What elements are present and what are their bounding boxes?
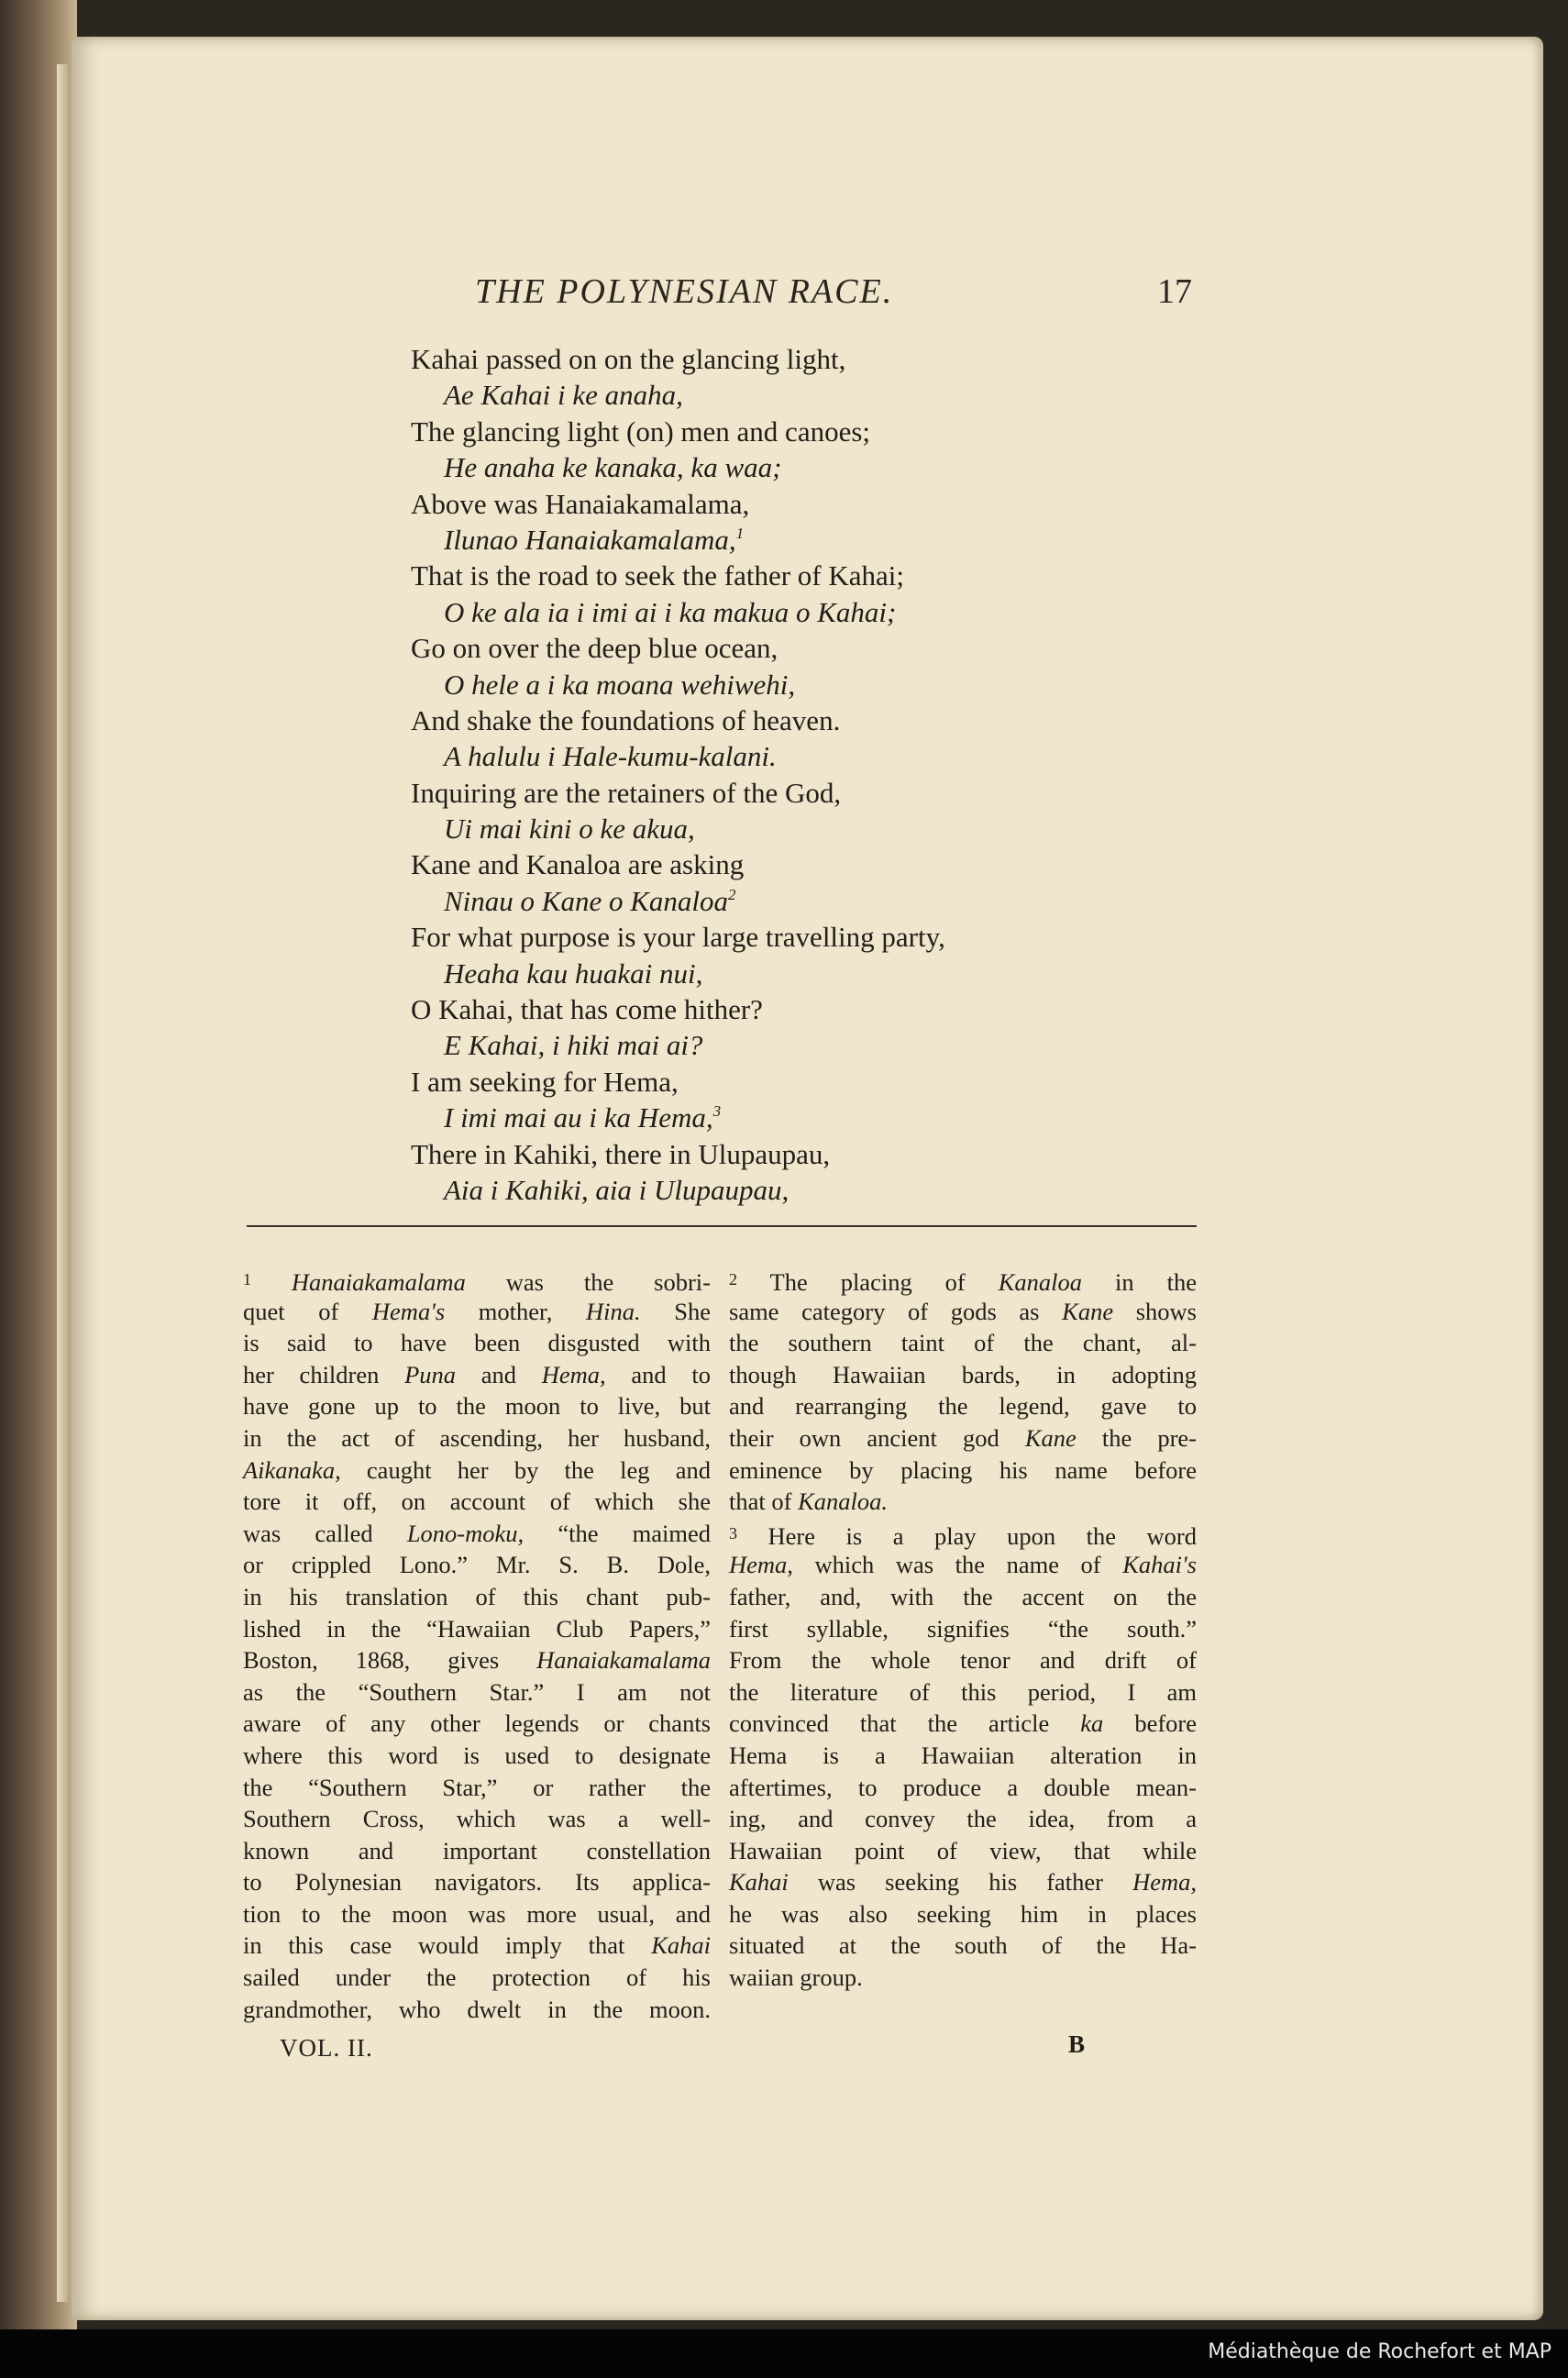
- text-run: aware of any other legends or chants: [243, 1709, 711, 1738]
- text-run: where this word is used to designate: [243, 1741, 711, 1769]
- footnote-line: [729, 1676, 1197, 1709]
- text-run: Kane and Kanaloa are asking: [411, 848, 745, 881]
- facing-page-edge: [57, 64, 68, 2302]
- text-run: Kanaloa.: [798, 1488, 888, 1516]
- text-run: the literature of this period, I am: [729, 1677, 1197, 1706]
- footnote-marker: 3: [729, 1523, 737, 1543]
- text-run: She: [640, 1297, 711, 1325]
- verse-line: [411, 702, 1236, 738]
- footnote-line: [243, 1390, 711, 1422]
- text-run: Kahai: [729, 1868, 789, 1897]
- text-run: Ae Kahai i ke anaha,: [444, 379, 683, 412]
- text-run: Hema's: [371, 1297, 446, 1325]
- text-run: Ilunao Hanaiakamalama,: [444, 523, 736, 556]
- text-run: known and important constellation: [243, 1836, 711, 1864]
- text-run: father, and, with the accent on the: [729, 1582, 1197, 1610]
- text-run: though Hawaiian bards, in adopting: [729, 1360, 1197, 1388]
- footnote-line: [243, 1327, 711, 1359]
- text-run: E Kahai, i hiki mai ai?: [444, 1029, 703, 1062]
- text-run: Kane: [1062, 1297, 1114, 1325]
- footnote-line: [243, 1422, 711, 1454]
- text-run: Ninau o Kane o Kanaloa: [444, 884, 729, 917]
- footnote-line: [243, 1898, 711, 1930]
- footnotes-left-column: [243, 1264, 711, 2025]
- text-run: mother,: [445, 1297, 587, 1325]
- text-run: Hina.: [586, 1297, 641, 1325]
- page-number: 17: [1157, 272, 1192, 311]
- footnote-line: [729, 1898, 1197, 1930]
- text-run: and rearranging the legend, gave to: [729, 1392, 1197, 1421]
- verse-line-hawaiian: [411, 1027, 1236, 1063]
- text-run: eminence by placing his name before: [729, 1455, 1197, 1484]
- footnote-line: [729, 1549, 1197, 1581]
- text-run: ka: [1080, 1709, 1104, 1738]
- footnote-line: [243, 1803, 711, 1835]
- footnote-line: [243, 1613, 711, 1645]
- footnote-line: [729, 1518, 1197, 1550]
- verse-line: [411, 1136, 1236, 1172]
- verse-line: [411, 414, 1236, 449]
- footnote-marker: 1: [735, 524, 745, 542]
- text-run: Kanaloa: [998, 1268, 1083, 1296]
- footnote-line: [243, 1454, 711, 1487]
- library-watermark: Médiathèque de Rochefort et MAP: [1208, 2340, 1551, 2363]
- text-run: before: [1103, 1709, 1197, 1738]
- text-run: the southern taint of the chant, al-: [729, 1329, 1197, 1357]
- footnote-line: [243, 1772, 711, 1804]
- footnote-line: [729, 1835, 1197, 1867]
- footnote-line: [729, 1613, 1197, 1645]
- footnote-line: [729, 1740, 1197, 1772]
- footnote-line: [729, 1708, 1197, 1740]
- text-run: Ui mai kini o ke akua,: [444, 813, 695, 846]
- footnote-line: [729, 1359, 1197, 1391]
- text-run: And shake the foundations of heaven.: [411, 703, 841, 736]
- text-run: He anaha ke kanaka, ka waa;: [444, 451, 782, 484]
- text-run: Kane: [1024, 1423, 1077, 1452]
- text-run: Aia i Kahiki, aia i Ulupaupau,: [444, 1173, 790, 1206]
- text-run: Hanaiakamalama: [536, 1646, 711, 1675]
- text-run: Here is a play upon the word: [737, 1521, 1197, 1550]
- text-run: as the “Southern Star.” I am not: [243, 1677, 711, 1706]
- footnote-line: [243, 1486, 711, 1518]
- text-run: waiian group.: [729, 1963, 863, 1992]
- text-run: A halulu i Hale-kumu-kalani.: [444, 740, 777, 773]
- text-run: Aikanaka,: [243, 1455, 341, 1484]
- text-run: Boston, 1868, gives: [243, 1646, 537, 1675]
- footnote-line: [243, 1549, 711, 1581]
- text-run: From the whole tenor and drift of: [729, 1646, 1197, 1675]
- footnote-line: [243, 1676, 711, 1709]
- verse-line-hawaiian: [411, 883, 1236, 919]
- text-run: tion to the moon was more usual, and: [243, 1899, 711, 1928]
- footnote-line: [729, 1962, 1197, 1994]
- text-run: O hele a i ka moana wehiwehi,: [444, 668, 796, 701]
- verse-line: [411, 775, 1236, 811]
- footnote-line: [243, 1264, 711, 1296]
- verse-line-hawaiian: [411, 522, 1236, 558]
- footnote-line: [243, 1930, 711, 1962]
- text-run: There in Kahiki, there in Ulupaupau,: [411, 1137, 831, 1170]
- verse-line: [411, 558, 1236, 593]
- footnote-line: [729, 1296, 1197, 1328]
- verse-line: [411, 486, 1236, 522]
- text-run: Go on over the deep blue ocean,: [411, 632, 778, 665]
- text-run: I imi mai au i ka Hema,: [444, 1101, 713, 1134]
- text-run: he was also seeking him in places: [729, 1899, 1197, 1928]
- text-run: was seeking his father: [788, 1868, 1133, 1897]
- text-run: in this case would imply that: [243, 1931, 652, 1960]
- text-run: tore it off, on account of which she: [243, 1488, 711, 1516]
- text-run: the “Southern Star,” or rather the: [243, 1773, 711, 1801]
- text-run: situated at the south of the Ha-: [729, 1931, 1197, 1960]
- text-run: Hawaiian point of view, that while: [729, 1836, 1197, 1864]
- text-run: Lono-moku,: [406, 1519, 525, 1547]
- footnote-line: [243, 1359, 711, 1391]
- footnote-rule: [247, 1225, 1197, 1227]
- verse-line: [411, 1064, 1236, 1100]
- verse-line: [411, 341, 1236, 377]
- text-run: Hema,: [1132, 1868, 1197, 1897]
- verse-line-hawaiian: [411, 956, 1236, 991]
- verse-line: [411, 991, 1236, 1027]
- footnote-line: [243, 1866, 711, 1898]
- running-title: THE POLYNESIAN RACE.: [475, 272, 894, 311]
- footnote-line: [729, 1930, 1197, 1962]
- text-run: For what purpose is your large travelling party,: [411, 921, 945, 954]
- verse-line: [411, 846, 1236, 882]
- text-run: Southern Cross, which was a well-: [243, 1805, 711, 1833]
- text-run: which was the name of: [792, 1551, 1123, 1579]
- text-run: ing, and convey the idea, from a: [729, 1805, 1197, 1833]
- footnote-marker: 3: [712, 1102, 722, 1121]
- text-run: Heaha kau huakai nui,: [444, 957, 703, 990]
- text-run: shows: [1113, 1297, 1197, 1325]
- text-run: same category of gods as: [729, 1297, 1063, 1325]
- verse-line-hawaiian: [411, 594, 1236, 630]
- footnote-line: [729, 1422, 1197, 1454]
- verse-line-hawaiian: [411, 811, 1236, 846]
- footnote-line: [243, 1296, 711, 1328]
- text-run: caught her by the leg and: [340, 1455, 711, 1484]
- footnote-line: [729, 1486, 1197, 1518]
- text-run: convinced that the article: [729, 1709, 1081, 1738]
- text-run: Inquiring are the retainers of the God,: [411, 776, 842, 809]
- text-run: in the act of ascending, her husband,: [243, 1423, 711, 1452]
- text-run: quet of: [243, 1297, 372, 1325]
- footnote-line: [243, 1994, 711, 2026]
- verse-line-hawaiian: [411, 1172, 1236, 1208]
- chant-verses: [411, 341, 1236, 1208]
- verse-line: [411, 919, 1236, 955]
- text-run: was called: [243, 1519, 407, 1547]
- footnote-line: [729, 1803, 1197, 1835]
- verse-line-hawaiian: [411, 1100, 1236, 1135]
- text-run: was the sobri-: [465, 1268, 711, 1296]
- footnote-line: [729, 1866, 1197, 1898]
- text-run: the pre-: [1076, 1423, 1197, 1452]
- text-run: first syllable, signifies “the south.”: [729, 1614, 1197, 1642]
- text-run: Hema is a Hawaiian alteration in: [729, 1741, 1197, 1769]
- footnote-line: [729, 1644, 1197, 1676]
- footnote-marker: 2: [728, 885, 736, 903]
- text-run: Kahai: [651, 1931, 711, 1960]
- text-run: and: [456, 1360, 542, 1388]
- text-run: Kahai's: [1122, 1551, 1197, 1579]
- footnotes-right-column: [729, 1264, 1197, 1994]
- verse-line-hawaiian: [411, 738, 1236, 774]
- text-run: in the: [1082, 1268, 1197, 1296]
- text-run: Hema,: [729, 1551, 793, 1579]
- text-run: O Kahai, that has come hither?: [411, 993, 763, 1026]
- text-run: Hema,: [541, 1360, 606, 1388]
- text-run: and to: [605, 1360, 712, 1388]
- text-run: “the maimed: [524, 1519, 711, 1547]
- text-run: Puna: [404, 1360, 457, 1388]
- verse-line: [411, 630, 1236, 666]
- footnote-line: [243, 1835, 711, 1867]
- footnote-line: [729, 1454, 1197, 1487]
- text-run: grandmother, who dwelt in the moon.: [243, 1995, 711, 2023]
- text-run: have gone up to the moon to live, but: [243, 1392, 711, 1421]
- text-run: their own ancient god: [729, 1423, 1025, 1452]
- footnote-marker: 1: [243, 1270, 251, 1289]
- text-run: Hanaiakamalama: [291, 1268, 466, 1296]
- footnote-line: [243, 1740, 711, 1772]
- footnote-line: [729, 1772, 1197, 1804]
- footnote-line: [729, 1264, 1197, 1296]
- footnote-line: [729, 1581, 1197, 1613]
- footnote-line: [729, 1327, 1197, 1359]
- text-run: aftertimes, to produce a double mean-: [729, 1773, 1197, 1801]
- volume-signature: VOL. II.: [280, 2034, 373, 2062]
- text-run: The placing of: [737, 1268, 999, 1296]
- text-run: sailed under the protection of his: [243, 1963, 711, 1992]
- footnote-line: [243, 1962, 711, 1994]
- text-run: lished in the “Hawaiian Club Papers,”: [243, 1614, 711, 1642]
- text-run: is said to have been disgusted with: [243, 1329, 711, 1357]
- text-run: The glancing light (on) men and canoes;: [411, 415, 871, 448]
- text-run: I am seeking for Hema,: [411, 1065, 679, 1098]
- footnote-line: [243, 1581, 711, 1613]
- text-run: O ke ala ia i imi ai i ka makua o Kahai;: [444, 595, 897, 628]
- footnote-line: [243, 1708, 711, 1740]
- text-run: Above was Hanaiakamalama,: [411, 487, 750, 520]
- text-run: that of: [729, 1488, 799, 1516]
- footnote-line: [729, 1390, 1197, 1422]
- footnote-line: [243, 1518, 711, 1550]
- text-run: Kahai passed on on the glancing light,: [411, 343, 846, 375]
- gathering-mark: B: [1068, 2030, 1086, 2058]
- text-run: to Polynesian navigators. Its applica-: [243, 1868, 711, 1897]
- verse-line-hawaiian: [411, 667, 1236, 702]
- text-run: in his translation of this chant pub-: [243, 1582, 711, 1610]
- text-run: That is the road to seek the father of Kahai;: [411, 559, 904, 592]
- footnote-line: [243, 1644, 711, 1676]
- text-run: [251, 1268, 292, 1296]
- footnote-marker: 2: [729, 1270, 737, 1289]
- text-run: her children: [243, 1360, 405, 1388]
- verse-line-hawaiian: [411, 377, 1236, 413]
- text-run: or crippled Lono.” Mr. S. B. Dole,: [243, 1551, 711, 1579]
- verse-line-hawaiian: [411, 449, 1236, 485]
